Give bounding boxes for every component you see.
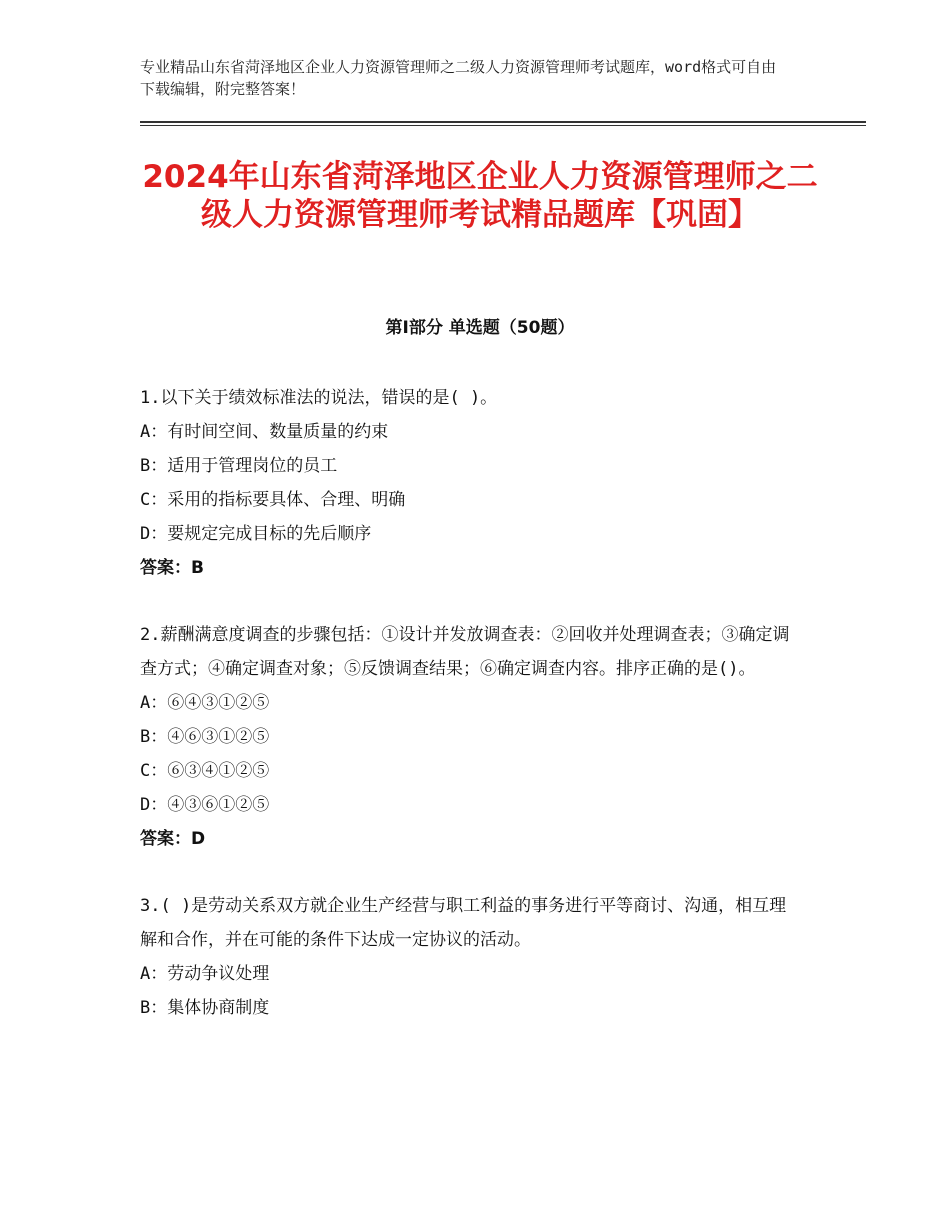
header-note: 专业精品山东省菏泽地区企业人力资源管理师之二级人力资源管理师考试题库，word格式可自由下载编辑，附完整答案！ xyxy=(140,58,777,98)
question-1 xyxy=(140,381,800,585)
option-c: C：⑥③④①②⑤ xyxy=(140,761,270,781)
question-text: 2.薪酬满意度调查的步骤包括：①设计并发放调查表：②回收并处理调查表；③确定调查方式；④确定调查对象；⑤反馈调查结果；⑥确定调查内容。排序正确的是()。 xyxy=(140,625,790,679)
option-b: B：适用于管理岗位的员工 xyxy=(140,456,338,476)
header-divider xyxy=(140,121,866,126)
answer: 答案：D xyxy=(140,829,206,849)
option-d: D：要规定完成目标的先后顺序 xyxy=(140,524,372,544)
document-title: 2024年山东省菏泽地区企业人力资源管理师之二级人力资源管理师考试精品题库【巩固】 xyxy=(142,159,818,233)
part-heading: 第Ⅰ部分 单选题（50题） xyxy=(385,318,575,338)
option-a: A：有时间空间、数量质量的约束 xyxy=(140,422,389,442)
answer: 答案：B xyxy=(140,558,204,578)
question-3 xyxy=(140,889,800,1025)
option-d: D：④③⑥①②⑤ xyxy=(140,795,270,815)
question-text: 1.以下关于绩效标准法的说法，错误的是( )。 xyxy=(140,388,498,408)
option-a: A：⑥④③①②⑤ xyxy=(140,693,270,713)
option-b: B：④⑥③①②⑤ xyxy=(140,727,270,747)
question-text: 3.( )是劳动关系双方就企业生产经营与职工利益的事务进行平等商讨、沟通，相互理解和合作，并在可能的条件下达成一定协议的活动。 xyxy=(140,896,787,950)
question-list xyxy=(140,381,800,1058)
option-b: B：集体协商制度 xyxy=(140,998,270,1018)
option-c: C：采用的指标要具体、合理、明确 xyxy=(140,490,406,510)
question-2 xyxy=(140,618,800,856)
option-a: A：劳动争议处理 xyxy=(140,964,270,984)
